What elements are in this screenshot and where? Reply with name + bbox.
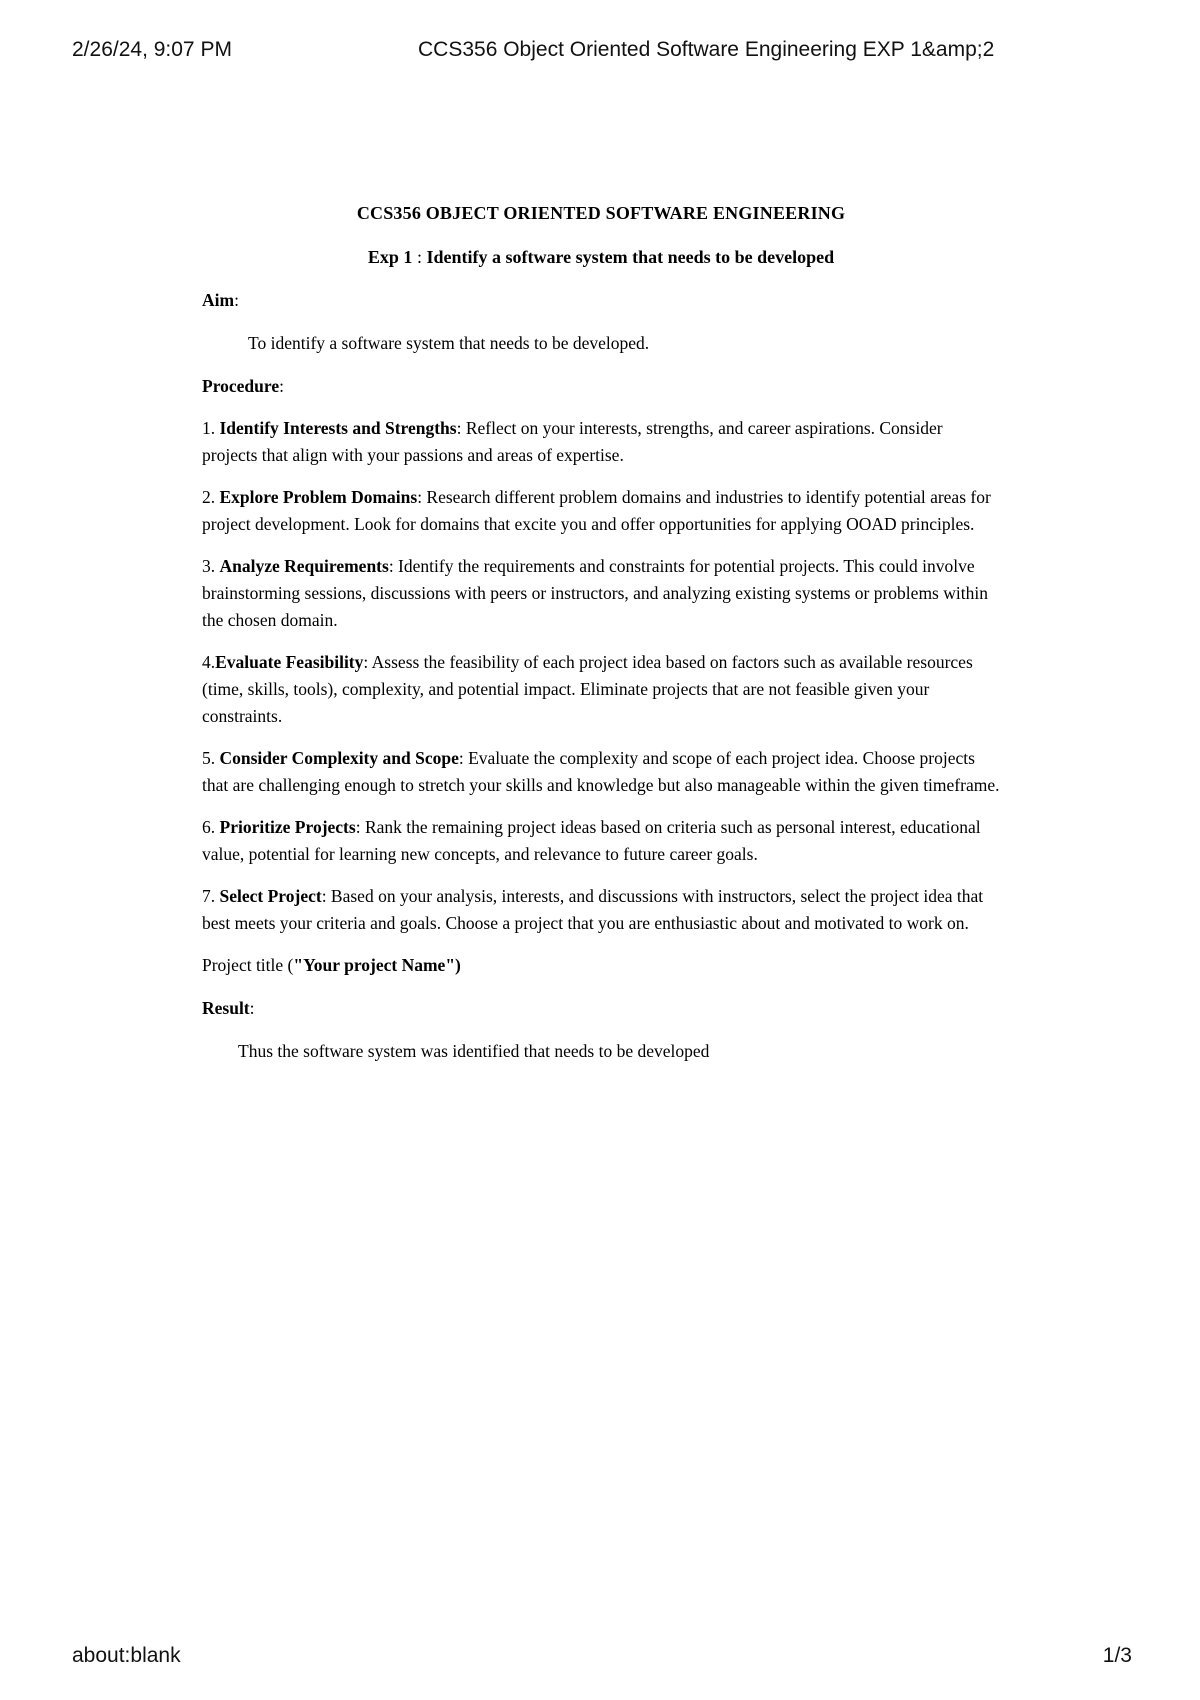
step-heading: Analyze Requirements — [219, 556, 389, 576]
experiment-title: Identify a software system that needs to be developed — [426, 247, 835, 267]
aim-colon: : — [234, 290, 239, 310]
step-text: : Reflect on your interests, strengths, and career aspirations. Consider projects that align with your passions and areas of expertise. — [202, 418, 943, 465]
project-title-line — [202, 952, 1000, 979]
print-datetime: 2/26/24, 9:07 PM — [72, 38, 232, 61]
result-text: Thus the software system was identified that needs to be developed — [238, 1041, 710, 1061]
step-number: 7. — [202, 886, 220, 906]
step-text: : Identify the requirements and constraints for potential projects. This could involve brainstorming sessions, discussions with peers or instructors, and analyzing existing systems or problems within the chosen domain. — [202, 556, 988, 630]
result-colon: : — [249, 998, 255, 1018]
document-body — [202, 200, 1000, 1065]
step-heading: Evaluate Feasibility — [215, 652, 364, 672]
page-number: 1/3 — [1102, 1644, 1132, 1667]
step-text: : Evaluate the complexity and scope of each project idea. Choose projects that are challenging enough to stretch your skills and knowledge but also manageable within the given timeframe. — [202, 748, 1000, 795]
step-heading: Identify Interests and Strengths — [219, 418, 457, 438]
project-title-value: "Your project Name") — [293, 955, 461, 975]
experiment-heading — [202, 244, 1000, 271]
step-number: 4. — [202, 652, 216, 672]
step-heading: Prioritize Projects — [219, 817, 356, 837]
step-number: 3. — [202, 556, 220, 576]
project-title-prefix: Project title ( — [202, 955, 294, 975]
aim-label: Aim — [202, 290, 235, 310]
step-number: 1. — [202, 418, 220, 438]
step-text: : Based on your analysis, interests, and discussions with instructors, select the project idea that best meets your criteria and goals. Choose a project that you are enthusiastic about and motivated to work on. — [202, 886, 984, 933]
result-label: Result — [202, 998, 250, 1018]
print-header — [0, 38, 1200, 68]
result-heading — [202, 995, 1000, 1022]
course-title: CCS356 OBJECT ORIENTED SOFTWARE ENGINEERING — [356, 203, 846, 223]
step-number: 5. — [202, 748, 220, 768]
print-footer — [0, 1644, 1200, 1674]
procedure-step — [202, 553, 1000, 634]
procedure-step — [202, 883, 1000, 937]
print-url: about:blank — [72, 1644, 181, 1667]
step-text: : Research different problem domains and industries to identify potential areas for project development. Look for domains that excite you and offer opportunities for applying OOAD principles. — [202, 487, 991, 534]
procedure-step — [202, 415, 1000, 469]
step-text: : Rank the remaining project ideas based on criteria such as personal interest, educational value, potential for learning new concepts, and relevance to future career goals. — [202, 817, 981, 864]
experiment-label: Exp 1 — [367, 247, 413, 267]
step-text: : Assess the feasibility of each project idea based on factors such as available resources (time, skills, tools), complexity, and potential impact. Eliminate projects that are not feasible given your constraints. — [202, 652, 973, 726]
print-document-title: CCS356 Object Oriented Software Engineering EXP 1&amp;2 — [418, 38, 995, 61]
step-heading: Consider Complexity and Scope — [219, 748, 459, 768]
step-number: 2. — [202, 487, 220, 507]
procedure-step — [202, 814, 1000, 868]
procedure-step — [202, 649, 1000, 730]
experiment-separator: : — [412, 247, 427, 267]
procedure-step — [202, 484, 1000, 538]
aim-heading — [202, 287, 1000, 314]
step-heading: Select Project — [219, 886, 322, 906]
procedure-label: Procedure — [202, 376, 280, 396]
step-number: 6. — [202, 817, 220, 837]
procedure-step — [202, 745, 1000, 799]
procedure-colon: : — [279, 376, 284, 396]
procedure-heading — [202, 373, 1000, 400]
step-heading: Explore Problem Domains — [219, 487, 418, 507]
aim-text: To identify a software system that needs to be developed. — [248, 333, 650, 353]
